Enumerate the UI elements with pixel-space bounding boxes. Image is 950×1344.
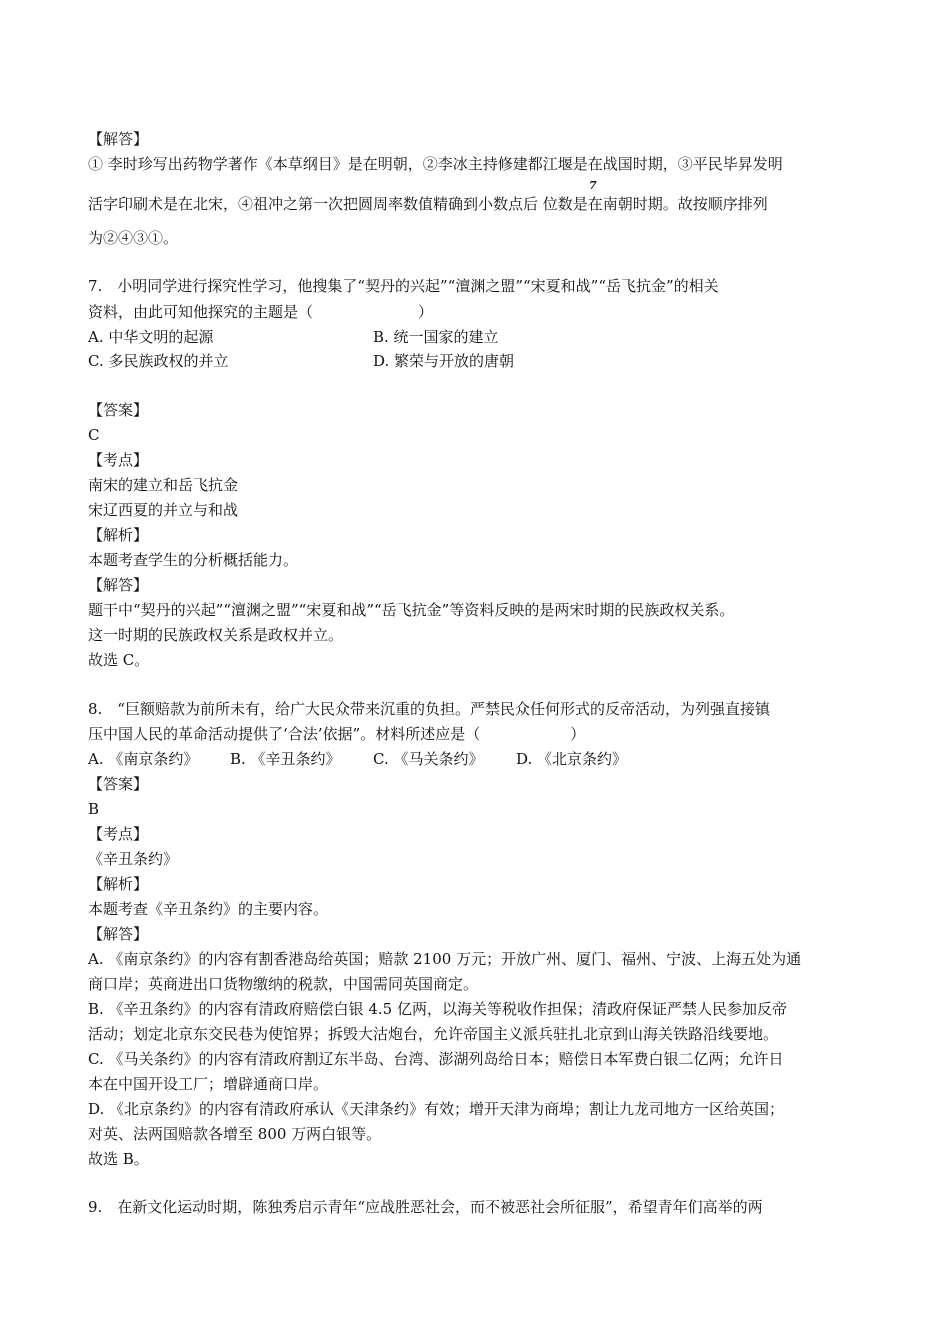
solution-text: 对英、法两国赔款各增至 800 万两白银等。 [88, 1125, 382, 1143]
solution-header: 【解答】 [88, 576, 149, 594]
question-7-stem: 资料，由此可知他探究的主题是（ ） [88, 303, 434, 321]
answer-value: C [88, 426, 100, 444]
question-9-stem: 9. 在新文化运动时期，陈独秀启示青年“应战胜恶社会，而不被恶社会所征服”，希望青年们高举的两 [88, 1198, 763, 1216]
solution-text: 故选 B。 [88, 1150, 149, 1168]
option-a: A. 《南京条约》 [88, 750, 199, 768]
keypoint-text: 《辛丑条约》 [88, 850, 179, 868]
option-c: C. 多民族政权的并立 [88, 352, 229, 370]
analysis-text: 本题考查《辛丑条约》的主要内容。 [88, 900, 329, 918]
question-7-options [88, 351, 848, 371]
solution-text: A. 《南京条约》的内容有割香港岛给英国；赔款 2100 万元；开放广州、厦门、福州、宁波、上海五处为通 [88, 950, 802, 968]
question-8-options [88, 749, 848, 769]
answer-value: B [88, 800, 100, 818]
superscript-digit: 7 [589, 179, 597, 192]
solution-text: 故选 C。 [88, 651, 150, 669]
option-a: A. 中华文明的起源 [88, 328, 214, 346]
answer-header: 【答案】 [88, 775, 149, 793]
keypoint-header: 【考点】 [88, 451, 149, 469]
keypoint-header: 【考点】 [88, 825, 149, 843]
answer-text: 为②④③①。 [88, 229, 179, 247]
option-c: C. 《马关条约》 [373, 750, 484, 768]
option-d: D. 繁荣与开放的唐朝 [373, 352, 515, 370]
question-8-stem: 压中国人民的革命活动提供了‘合法’依据”。材料所述应是（ ） [88, 725, 586, 743]
option-b: B. 《辛丑条约》 [230, 750, 341, 768]
question-8-stem: 8. “巨额赔款为前所未有，给广大民众带来沉重的负担。严禁民众任何形式的反帝活动，为列强直接镇 [88, 700, 770, 718]
keypoint-text: 宋辽西夏的并立与和战 [88, 501, 239, 519]
solution-text: D. 《北京条约》的内容有清政府承认《天津条约》有效；增开天津为商埠；割让九龙司地方一区给英国； [88, 1100, 785, 1118]
question-7-options [88, 327, 848, 347]
solution-text: 活动；划定北京东交民巷为使馆界；拆毁大沽炮台，允许帝国主义派兵驻扎北京到山海关铁路沿线要地。 [88, 1025, 779, 1043]
analysis-header: 【解析】 [88, 875, 149, 893]
answer-text: 活字印刷术是在北宋，④祖冲之第一次把圆周率数值精确到小数点后 位数是在南朝时期。故按顺序排列 [88, 195, 768, 213]
solution-text: 这一时期的民族政权关系是政权并立。 [88, 626, 344, 644]
solution-header: 【解答】 [88, 925, 149, 943]
analysis-text: 本题考查学生的分析概括能力。 [88, 551, 299, 569]
answer-text: ① 李时珍写出药物学著作《本草纲目》是在明朝，②李冰主持修建都江堰是在战国时期，③平民毕昇发明 [88, 155, 783, 173]
answer-header: 【解答】 [88, 130, 149, 148]
option-b: B. 统一国家的建立 [373, 328, 499, 346]
answer-header: 【答案】 [88, 401, 149, 419]
solution-text: 商口岸；英商进出口货物缴纳的税款，中国需同英国商定。 [88, 975, 479, 993]
solution-text: B. 《辛丑条约》的内容有清政府赔偿白银 4.5 亿两，以海关等税收作担保；清政府保证严禁人民参加反帝 [88, 1000, 787, 1018]
keypoint-text: 南宋的建立和岳飞抗金 [88, 476, 239, 494]
question-7-stem: 7. 小明同学进行探究性学习，他搜集了“契丹的兴起”“澶渊之盟”“宋夏和战”“岳飞抗金”的相关 [88, 277, 719, 295]
solution-text: 本在中国开设工厂；增辟通商口岸。 [88, 1075, 329, 1093]
solution-text: 题干中“契丹的兴起”“澶渊之盟”“宋夏和战”“岳飞抗金”等资料反映的是两宋时期的民族政权关系。 [88, 601, 735, 619]
solution-text: C. 《马关条约》的内容有清政府割辽东半岛、台湾、澎湖列岛给日本；赔偿日本军费白银二亿两；允许日 [88, 1050, 784, 1068]
analysis-header: 【解析】 [88, 526, 149, 544]
option-d: D. 《北京条约》 [516, 750, 628, 768]
